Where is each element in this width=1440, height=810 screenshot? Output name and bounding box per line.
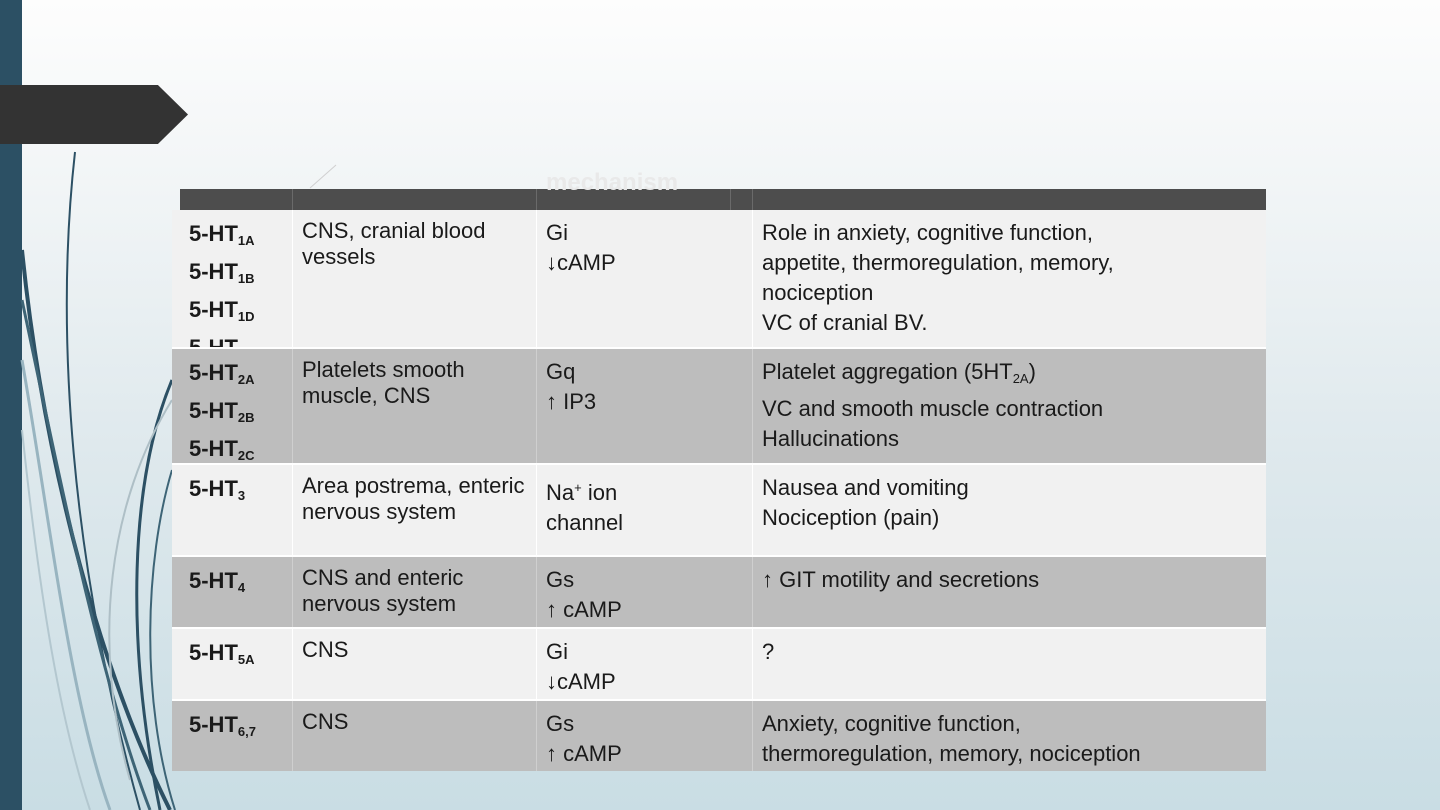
- receptor-cell: $5-HT_{6,7}$: [189, 712, 256, 739]
- location-cell: CNS and enteric nervous system: [302, 565, 464, 616]
- receptor-cell: $5-HT_3$: [189, 476, 246, 503]
- receptor-cell: $5-HT_4$: [189, 568, 246, 595]
- effects-cell: Nausea and vomiting Nociception (pain): [762, 475, 969, 530]
- location-cell: CNS: [302, 637, 349, 662]
- receptor-cell: $5-HT_{2A}$ $5-HT_{2B}$ $5-HT_{2C}$: [189, 360, 255, 463]
- location-cell: Platelets smooth muscle, CNS: [302, 357, 465, 408]
- table-row: [172, 210, 1266, 347]
- mechanism-cell: Gs ↑ cAMP: [546, 567, 622, 622]
- location-cell: CNS, cranial blood vessels: [302, 218, 486, 269]
- location-cell: Area postrema, enteric nervous system: [302, 473, 525, 524]
- table-row: [172, 699, 1266, 771]
- mechanism-cell: Gi ↓cAMP: [546, 220, 616, 275]
- effects-cell: Role in anxiety, cognitive function, appetite, thermoregulation, memory, nociception VC of cranial BV.: [762, 220, 1114, 335]
- table-row: [172, 463, 1266, 555]
- table-header-strip: [180, 189, 1266, 210]
- effects-cell: Anxiety, cognitive function, thermoregulation, memory, nociception: [762, 711, 1141, 766]
- header-mechanism-fragment: mechanism: [546, 172, 679, 196]
- effects-cell: Platelet aggregation (5HT2A) VC and smooth muscle contraction Hallucinations: [762, 359, 1104, 451]
- effects-cell: ?: [762, 639, 775, 664]
- table-row: [172, 555, 1266, 627]
- location-cell: CNS: [302, 709, 349, 734]
- serotonin-receptor-table: [172, 172, 1266, 776]
- mechanism-cell: Gq ↑ IP3: [546, 359, 597, 414]
- mechanism-cell: Gs ↑ cAMP: [546, 711, 622, 766]
- table-row: [172, 347, 1266, 463]
- mechanism-cell: Gi ↓cAMP: [546, 639, 616, 694]
- table-row: [172, 627, 1266, 699]
- mechanism-cell: Na+ ion channel: [546, 480, 624, 535]
- receptor-cell: $5-HT_{1A}$ $5-HT_{1B}$ $5-HT_{1D}$: [189, 221, 255, 324]
- effects-cell: ↑ GIT motility and secretions: [762, 567, 1040, 592]
- receptor-cell: $5-HT_{5A}$: [189, 640, 255, 667]
